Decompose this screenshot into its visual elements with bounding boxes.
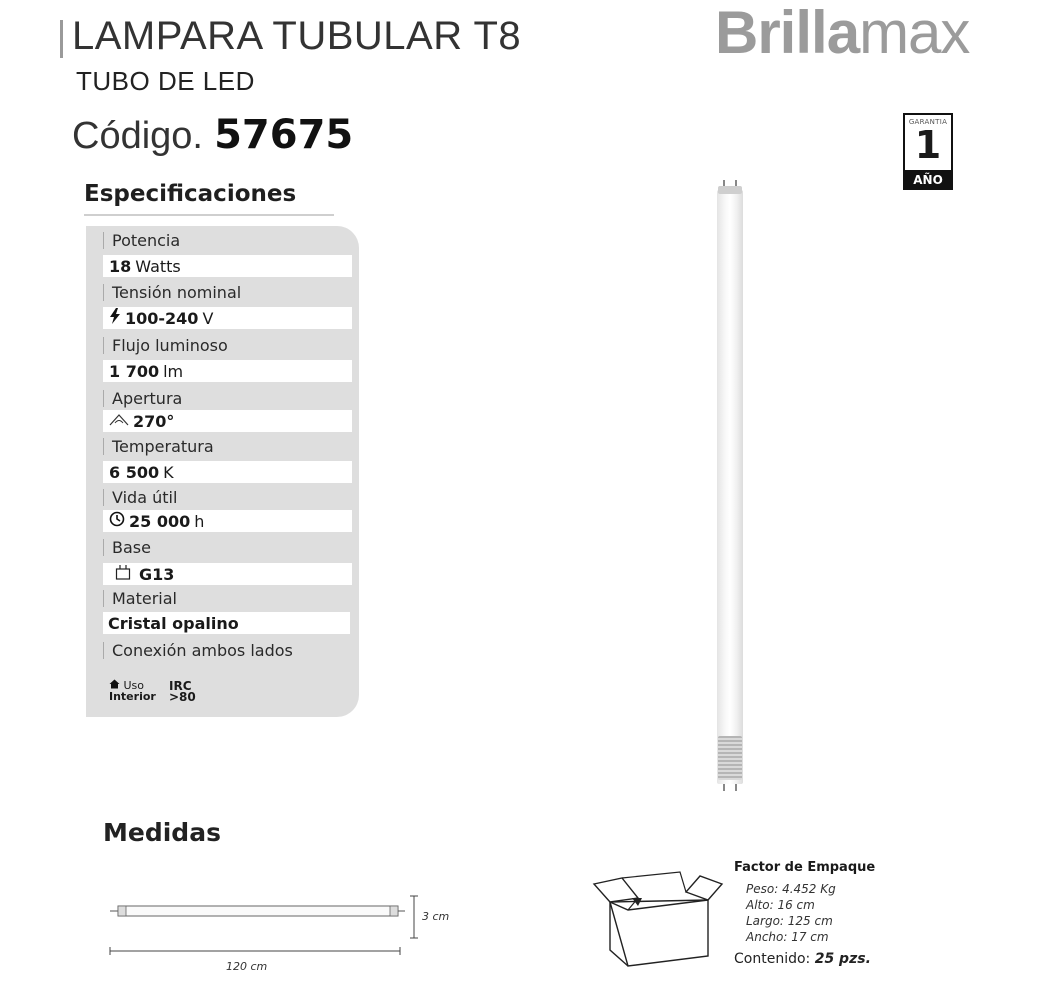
material-value: Cristal opalino (108, 613, 239, 633)
aperture-label: Apertura (103, 387, 182, 409)
life-value-row (103, 510, 352, 532)
aperture-value: 270° (133, 411, 175, 431)
packing-height: Alto: 16 cm (746, 898, 815, 912)
flux-value-row (103, 360, 352, 382)
power-value-row (103, 255, 352, 277)
warranty-badge (903, 113, 953, 190)
tube-length-label: 120 cm (226, 960, 268, 973)
measures-heading: Medidas (103, 818, 221, 847)
bolt-icon (109, 308, 121, 328)
voltage-unit: V (202, 308, 214, 328)
box-icon (590, 868, 725, 968)
packing-factor (734, 860, 875, 945)
use-line2: Interior (109, 690, 156, 703)
base-value: G13 (139, 564, 175, 584)
aperture-icon (109, 412, 129, 430)
product-subtitle: TUBO DE LED (76, 66, 255, 96)
specs-heading: Especificaciones (84, 181, 297, 207)
use-line1: Uso (123, 679, 145, 692)
tube-body (717, 190, 743, 784)
specs-underline (84, 214, 334, 216)
base-label: Base (103, 536, 151, 558)
life-value: 25 000 (129, 511, 191, 531)
use-interior (109, 679, 156, 702)
voltage-value: 100-240 (125, 308, 199, 328)
clock-icon (109, 511, 125, 531)
packing-content-value: 25 pzs. (814, 951, 871, 967)
material-value-row (103, 612, 350, 634)
power-value: 18 (109, 256, 132, 276)
packing-weight: Peso: 4.452 Kg (746, 882, 836, 896)
brand-logo-part1: Brilla (715, 0, 860, 66)
power-unit: Watts (135, 256, 181, 276)
flux-label: Flujo luminoso (103, 334, 228, 356)
warranty-unit: AÑO (903, 170, 953, 190)
aperture-value-row (103, 410, 352, 432)
packing-length: Largo: 125 cm (746, 914, 833, 928)
temperature-label: Temperatura (103, 435, 214, 457)
title-accent-bar (60, 20, 63, 58)
tube-dimension-drawing (100, 888, 420, 958)
power-label: Potencia (103, 229, 180, 251)
temperature-unit: K (163, 462, 174, 482)
product-title: LAMPARA TUBULAR T8 (72, 14, 522, 58)
tube-cap-bottom (718, 736, 742, 780)
life-label: Vida útil (103, 486, 177, 508)
code-label: Código. (72, 115, 203, 157)
flux-unit: lm (163, 361, 184, 381)
warranty-top-label: GARANTIA (908, 118, 948, 126)
led-tube-image (712, 180, 752, 795)
tube-cap-top (718, 186, 742, 194)
temperature-value: 6 500 (109, 462, 160, 482)
packing-width: Ancho: 17 cm (746, 930, 829, 944)
brand-logo (715, 0, 969, 67)
connection-label: Conexión ambos lados (103, 639, 293, 661)
irc-info (169, 681, 196, 703)
voltage-label: Tensión nominal (103, 281, 241, 303)
base-value-row (103, 563, 352, 585)
irc-line2: >80 (169, 690, 196, 704)
packing-content-label: Contenido: (734, 951, 811, 967)
material-label: Material (103, 587, 177, 609)
base-socket-icon (115, 564, 131, 584)
packing-content (734, 951, 871, 967)
life-unit: h (194, 511, 205, 531)
flux-value: 1 700 (109, 361, 160, 381)
product-code (72, 112, 353, 158)
warranty-number: 1 (914, 123, 942, 167)
brand-logo-part2: max (859, 0, 970, 66)
tube-diameter-label: 3 cm (422, 910, 450, 923)
voltage-value-row (103, 307, 352, 329)
code-number: 57675 (214, 112, 354, 158)
temperature-value-row (103, 461, 352, 483)
packing-title: Factor de Empaque (734, 860, 876, 875)
irc-line1: IRC (169, 679, 192, 693)
